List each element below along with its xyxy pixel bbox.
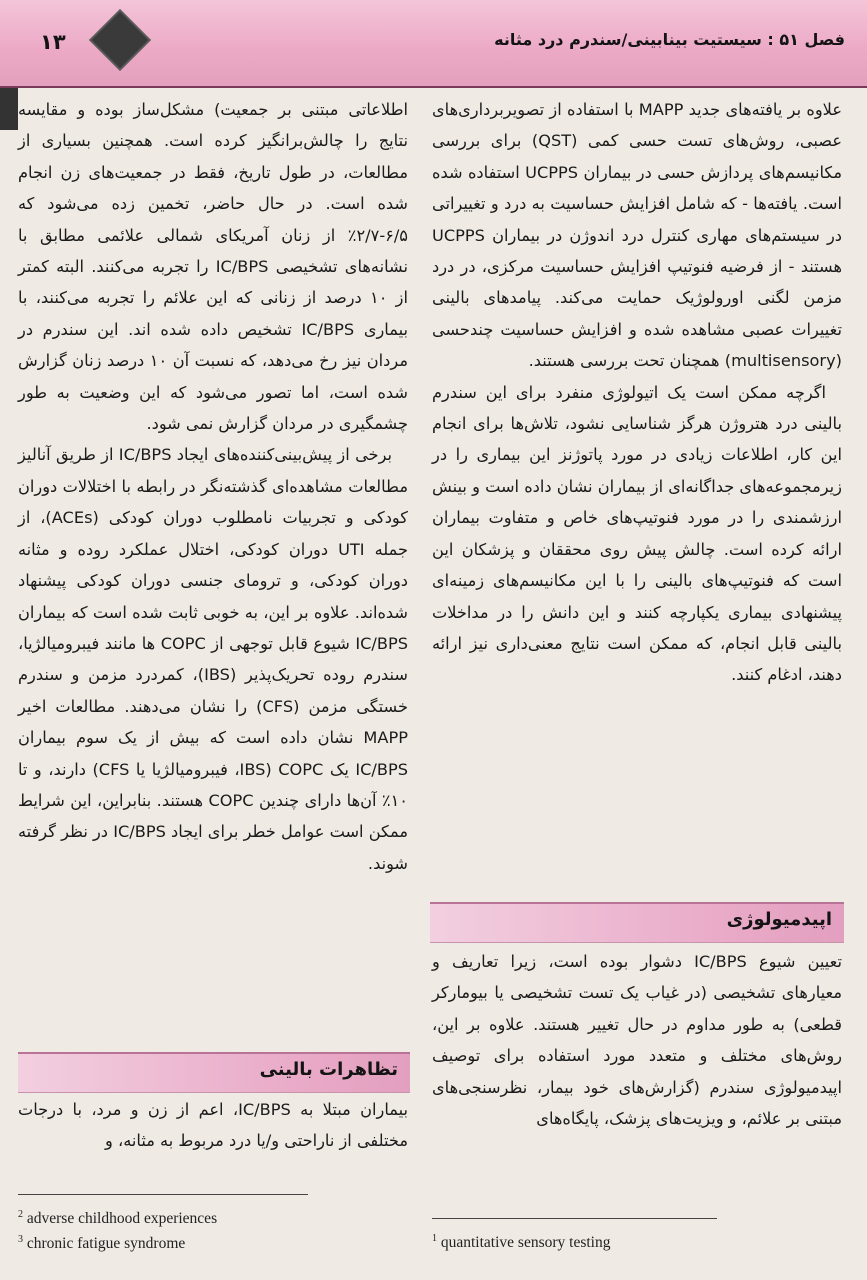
right-paragraph-3: تعیین شیوع IC/BPS دشوار بوده است، زیرا تعاریف و معیارهای تشخیصی (در غیاب یک تست تشخیصی یا بیومارکر قطعی) به طور مداوم در حال تغییر هستند. علاوه بر این، روش‌های مختلف و متعدد مورد استفاده برای توصیف اپیدمیولوژی سندرم (گزارش‌های خود بیمار، نظرسنجی‌های مبتنی بر علائم، و ویزیت‌های پزشک، پایگاه‌های xyxy=(432,952,842,1129)
section-heading-clinical xyxy=(18,1052,410,1093)
footnote-3: $^3$ chronic fatigue syndrome xyxy=(18,1234,186,1253)
page-header xyxy=(0,0,867,88)
left-paragraph-2: برخی از پیش‌بینی‌کننده‌های ایجاد IC/BPS از طریق آنالیز مطالعات مشاهده‌ای گذشته‌نگر در رابطه با اختلالات دوران کودکی و تجربیات نامطلوب دوران کودکی (ACEs)، از جمله UTI دوران کودکی، اختلال عملکرد روده و مثانه دوران کودکی، و ترومای جنسی دوران کودکی پیشنهاد شده‌اند. علاوه بر این، به خوبی ثابت شده است که بیماران IC/BPS شیوع قابل توجهی از COPC ها مانند فیبرومیالژیا، سندرم روده تحریک‌پذیر (IBS)، کمردرد مزمن و سندرم خستگی مزمن (CFS) را نشان می‌دهند. مطالعات اخیر MAPP نشان داده است که بیش از یک سوم بیماران IC/BPS یک COPC (IBS، فیبرومیالژیا یا CFS) دارند، و تا ۱۰٪ آن‌ها دارای چندین COPC هستند. بنابراین، این شرایط ممکن است عوامل خطر برای ایجاد IC/BPS در نظر گرفته شوند. xyxy=(18,445,408,873)
left-paragraph-3: بیماران مبتلا به IC/BPS، اعم از زن و مرد، با درجات مختلفی از ناراحتی و/یا درد مربوط به مثانه، و xyxy=(18,1100,409,1151)
footnote-rule-right xyxy=(432,1218,717,1219)
right-paragraph-2: اگرچه ممکن است یک اتیولوژی منفرد برای این سندرم بالینی درد هتروژن هرگز شناسایی نشود، تلاش‌ها برای انجام این کار، اطلاعات زیادی در مورد پاتوژنز این بیماری را در زیرمجموعه‌های جداگانه‌ای از بیماران نشان داده است و بینش ارزشمندی را در مورد فنوتیپ‌های خاص و متفاوت بیماران ارائه کرده است. چالش پیش روی محققان و پزشکان این است که فنوتیپ‌های بالینی را با این مکانیسم‌های زمینه‌ای پیشنهادی بیماری یکپارچه کنند و این دانش را در مداخلات بالینی قابل انجام، که ممکن است نتایج معنی‌داری نیز ارائه دهند، ادغام کنند. xyxy=(432,382,842,685)
left-paragraph-1: اطلاعاتی مبتنی بر جمعیت) مشکل‌ساز بوده و مقایسه نتایج را چالش‌برانگیز کرده است. همچنین بسیاری از مطالعات، در طول تاریخ، فقط در جمعیت‌های زن انجام شده است. در حال حاضر، تخمین زده می‌شود که ۶/۵-۲/۷٪ از زنان آمریکای شمالی علائمی مطابق با نشانه‌های تشخیصی IC/BPS را تجربه می‌کنند. البته کمتر از ۱۰ درصد از زنانی که این علائم را تجربه می‌کنند، با بیماری IC/BPS تشخیص داده شده اند. این سندرم در مردان نیز رخ می‌دهد، که نسبت آن ۱۰ درصد زنان گزارش شده است، اما تصور می‌شود که این وضعیت به طور چشمگیری در مردان گزارش نمی شود. xyxy=(18,100,408,434)
section-heading-epidemiology xyxy=(430,902,844,943)
left-column xyxy=(18,94,408,879)
page-number: ۱۳ xyxy=(40,30,66,54)
right-section-body xyxy=(432,946,842,1134)
footnote-1: $^1$ quantitative sensory testing xyxy=(432,1233,611,1252)
footnote-mark: 3 xyxy=(18,1234,23,1246)
section-heading-text: اپیدمیولوژی xyxy=(726,909,832,930)
margin-marker xyxy=(0,88,18,130)
footnote-rule-left xyxy=(18,1194,308,1195)
chapter-title: فصل ۵۱ : سیستیت بینابینی/سندرم درد مثانه xyxy=(494,30,845,49)
section-heading-text: تظاهرات بالینی xyxy=(259,1059,398,1080)
header-rule xyxy=(0,86,867,88)
footnote-mark: 2 xyxy=(18,1209,23,1220)
diamond-ornament-icon xyxy=(92,12,149,69)
footnotes-right xyxy=(432,1228,610,1253)
footnote-mark: 1 xyxy=(432,1233,437,1244)
footnote-2: $^2$ adverse childhood experiences xyxy=(18,1209,218,1228)
footnotes-left xyxy=(18,1204,217,1254)
right-paragraph-1: علاوه بر یافته‌های جدید MAPP با استفاده از تصویربرداری‌های عصبی، روش‌های تست حسی کمی (QST) برای بررسی مکانیسم‌های پردازش حسی در بیماران UCPPS استفاده شده است. یافته‌ها - که شامل افزایش حساسیت به درد و تغییراتی در سیستم‌های مهاری کنترل درد اندوژن در بیماران UCPPS هستند - از فرضیه فنوتیپ افزایش حساسیت مرکزی، در درد مزمن لگنی اورولوژیک حمایت می‌کند. پیامدهای بالینی تغییرات عصبی مشاهده شده و افزایش حساسیت چندحسی (multisensory) همچنان تحت بررسی هستند. xyxy=(432,100,842,371)
right-column xyxy=(432,94,842,691)
left-section-body xyxy=(18,1094,408,1157)
